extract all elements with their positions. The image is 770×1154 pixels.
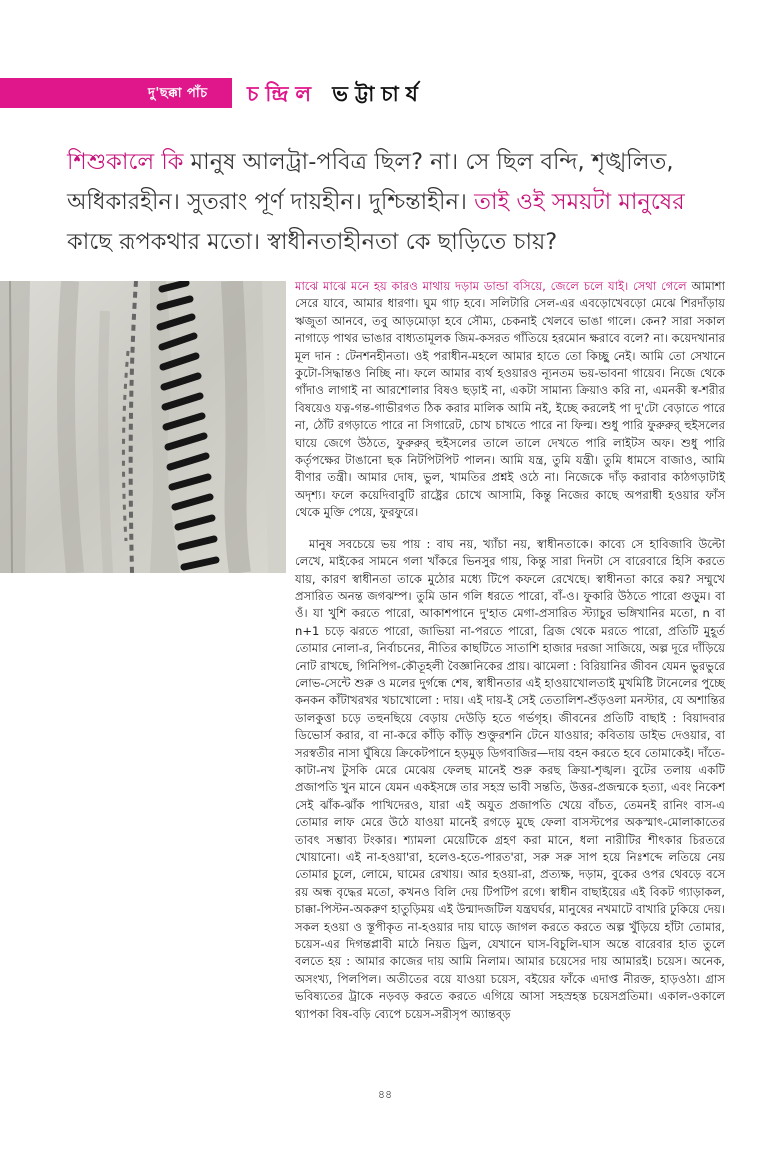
- article-body: [295, 278, 725, 1023]
- series-title: দু'ছক্কা পাঁচ: [148, 86, 208, 101]
- article-paragraph-2: মানুষ সবচেয়ে ভয় পায় : বাঘ নয়, খ্যাঁচা নয়, স্বাধীনতাকে। কাব্যে সে হাবিজাবি উল্টো লেখে, মাইকের সামনে গলা খাঁকরে ভিনসুর গায়, কিন্তু সারা দিনটা সে বারেবারে হিসি করতে যায়, কারণ স্বাধীনতা তাকে মুঠোর মধ্যে টিপে কফলে রেখেছে। স্বাধীনতা কারে কয়? সম্মুখে প্রসারিত অনন্ত জগঝম্প। তুমি ডান গলি ধরতে পারো, বাঁ-ও। ফুকারি উঠতে পারো গুড়ুম। বা ওঁ। যা খুশি করতে পারো, আকাশপানে দু'হাত মেগা-প্রসারিত স্ট্যাচুর ভঙ্গিখানির মতো, n বা n+1 চড়ে ঝরতে পারো, জাভিয়া না-পরতে পারো, ব্রিজ থেকে মরতে পারো, প্রতিটি মুহূর্ত তোমার নোলা-র, নির্বাচনের, নীতির কাছটিতে সাতাশি হাজার দরজা সাজিয়ে, অল্প দূরে দাঁড়িয়ে নোট রাখছে, গিনিপিগ-কৌতূহলী বৈজ্ঞানিকের প্রায়। ঝামেলা : বিরিয়ানির জীবন যেমন ভুরভুরে লোভ-সেন্টে শুরু ও মলের দুর্গন্ধে শেষ, স্বাধীনতার এই হাওয়াখোলতাই মুখমিষ্টি টানেলের পুচ্ছে কনকন কাঁটাখরখর খচাখোলো : দায়। এই দায়-ই সেই তেতালিশ-শুঁড়ওলা মনস্টার, যে অশান্তির ডালকুত্তা চড়ে তহুনছিয়ে বেড়ায় দেউড়ি হতে গর্ভগৃহ। জীবনের প্রতিটি বাছাই : বিয়াদবার ডিভোর্স করার, বা না-করে কাঁড়ি কাঁড়ি শুক্তুরশনি টেনে যাওয়ার; কবিতায় ডাইভ দেওয়ার, বা সরস্বতীর নাসা ঘুঁষিয়ে ক্রিকেটপানে হড়মুড় ডিগবাজির—দায় বহন করতে হবে তোমাকেই। দাঁতে-কাটা-নখ টুসকি মেরে মেঝেয় ফেলছ মানেই শুরু করছ ক্রিয়া-শৃঙ্খল। বুটের তলায় একটি প্রজাপতি খুন মানে যেমন একইসঙ্গে তার সহস্র ভাবী সন্ততি, উত্তর-প্রজন্মকে হত্যা, এবং নিকেশ সেই ঝাঁক-ঝাঁক পাখিদেরও, যারা এই অযুত প্রজাপতি খেয়ে বাঁচত, তেমনই রানিং বাস-এ তোমার লাফ মেরে উঠে যাওয়া মানেই রগড়ে মুছে ফেলা বাসস্টপের অকস্মাৎ-মোলাকাতের তাবৎ সম্ভাব্য টংকার। শ্যামলা মেয়েটিকে গ্রহণ করা মানে, ধলা নারীটির শীৎকার চিরতরে খোয়ানো। এই না-হওয়া'রা, হলেও-হতে-পারত'রা, সরু সরু সাপ হয়ে নিঃশব্দে লতিয়ে নেয় তোমার চুলে, লোমে, ঘামের রেখায়। আর হওয়া-রা, প্রত্যক্ষ, দড়াম, বুকের ওপর থেবড়ে বসে রয় অন্ধ বৃদ্ধের মতো, কখনও বিলি দেয় টিপটিপ রগে। স্বাধীন বাছাইয়ের এই বিকট গ্যাড়াকল, চাক্কা-পিস্টন-অকরুণ হাতুড়িময় এই উন্মাদজটিল যন্ত্রঘর্ঘর, মানুষের নখমাটে বাখারি ঢুকিয়ে দেয়। সকল হওয়া ও স্তূপীকৃত না-হওয়ার দায় ঘাড়ে জাগল করতে করতে অল্প খুঁড়িয়ে হাঁটা তোমার, চয়েস-এর দিগন্তপ্লাবী মাঠে নিয়ত ড্রিল, যেখানে ঘাস-বিচুলি-ঘাস অন্তে বারেবার হাত তুলে বলতে হয় : আমার কাজের দায় আমি নিলাম। আমার চয়েসের দায় আমারই। চয়েস। অনেক, অসংখ্য, পিলপিল। অতীতের বয়ে যাওয়া চয়েস, বইয়ের ফাঁকে এদাপ্ত নীরক্ত, হাড়ওঠা। গ্রাস ভবিষ্যতের ট্রাকে নড়বড় করতে করতে এগিয়ে আসা সহস্রহস্ত চয়েসপ্রতিমা। একাল-ওকালে থ্যাপকা বিষ-বড়ি ব্যেপে চয়েস-সরীসৃপ অ্যান্তব্ড়: [295, 536, 725, 1021]
- article-lead: মাঝে মাঝে মনে হয় কারও মাথায় দড়াম ডান্ডা বসিয়ে, জেলে চলে যাই। সেথা গেলে: [295, 279, 687, 293]
- author-name: [247, 78, 425, 113]
- page-number: ৪৪: [377, 1088, 393, 1101]
- pull-quote-highlight-2: তাই ওই সময়টা মানুষের: [474, 189, 685, 215]
- abstract-striped-photo: [0, 281, 286, 573]
- pull-quote: [67, 142, 717, 262]
- article-paragraph-1: [295, 278, 725, 522]
- author-last-name: ভট্টাচার্য: [332, 82, 425, 106]
- pull-quote-text-2: কাছে রূপকথার মতো। স্বাধীনতাহীনতা কে ছাড়িতে চায়?: [67, 229, 558, 255]
- pull-quote-highlight-1: শিশুকালে কি: [67, 149, 184, 175]
- pull-quote-text-1: মানুষ আলট্রা-পবিত্র ছিল? না। সে ছিল বন্দি, শৃঙ্খলিত, অধিকারহীন। সুতরাং পূর্ণ দায়হীন। দুশ্চিন্তাহীন।: [67, 149, 674, 215]
- author-first-name: চন্দ্রিল: [247, 82, 318, 106]
- abstract-striped-photo-icon: [0, 281, 286, 573]
- article-paragraph-1-text: আমাশা সেরে যাবে, আমার ধারণা। ঘুম গাঢ় হবে। সলিটারি সেল-এর এবড়োখেবড়ো মেঝে শিরদাঁড়ায় ঋজুতা আনবে, তবু আড়মোড়া হবে সৌম্য, চেকনাই খেলবে ভাঙা গালে। কেন? সারা সকাল নাগাড়ে পাথর ভাঙার বাধ্যতামূলক জিম-কসরত গাঁতিয়ে হরমোন ক্ষরাবে বলে? না। কয়েদখানার মূল দান : টেনশনহীনতা। ওই পরাধীন-মহলে আমার হাতে তো কিচ্ছু নেই। আমি তো সেখানে কুটো-সিদ্ধান্তও নিচ্ছি না। ফলে আমার ব্যর্থ হওয়ারও ন্যূনতম ভয়-ভাবনা গায়েব। নিজে থেকে গাঁদাও লাগাই না আরশোলার বিষও ছড়াই না, একটা সামান্য ক্রিয়াও করি না, এমনকী স্ব-শরীর বিষয়েও যত্ন-গন্ত-গাভীরগত ঠিক করার মালিক আমি নই, ইচ্ছে করলেই পা দু'টো বেড়াতে পারে না, ঠোঁট রগড়াতে পারে না সিগারেট, চোখ চাখতে পারে না ফিল্ম। শুধু পারি ফুরুরুর্ হুইসলের ঘায়ে জেগে উঠতে, ফুরুরুর্ হুইসলের তালে তালে দেখতে পারি লাইটস অফ। শুধু পারি কর্তৃপক্ষের টাঙানো ছক নিটপিটপিট পালন। আমি যন্ত্র, তুমি যন্ত্রী। তুমি ধামসে বাজাও, আমি বীণার তন্ত্রী। আমার দোষ, ভুল, খামতির প্রশ্নই ওঠে না। নিজেকে দাঁড় করাবার কাঠগড়াটাই অদৃশ্য। ফলে কয়েদিবাবুটি রাষ্ট্রের চোখে আসামি, কিন্তু নিজের কাছে অপরাধী হওয়ার ফাঁস থেকে মুক্তি পেয়ে, ফুরফুরে।: [295, 279, 725, 520]
